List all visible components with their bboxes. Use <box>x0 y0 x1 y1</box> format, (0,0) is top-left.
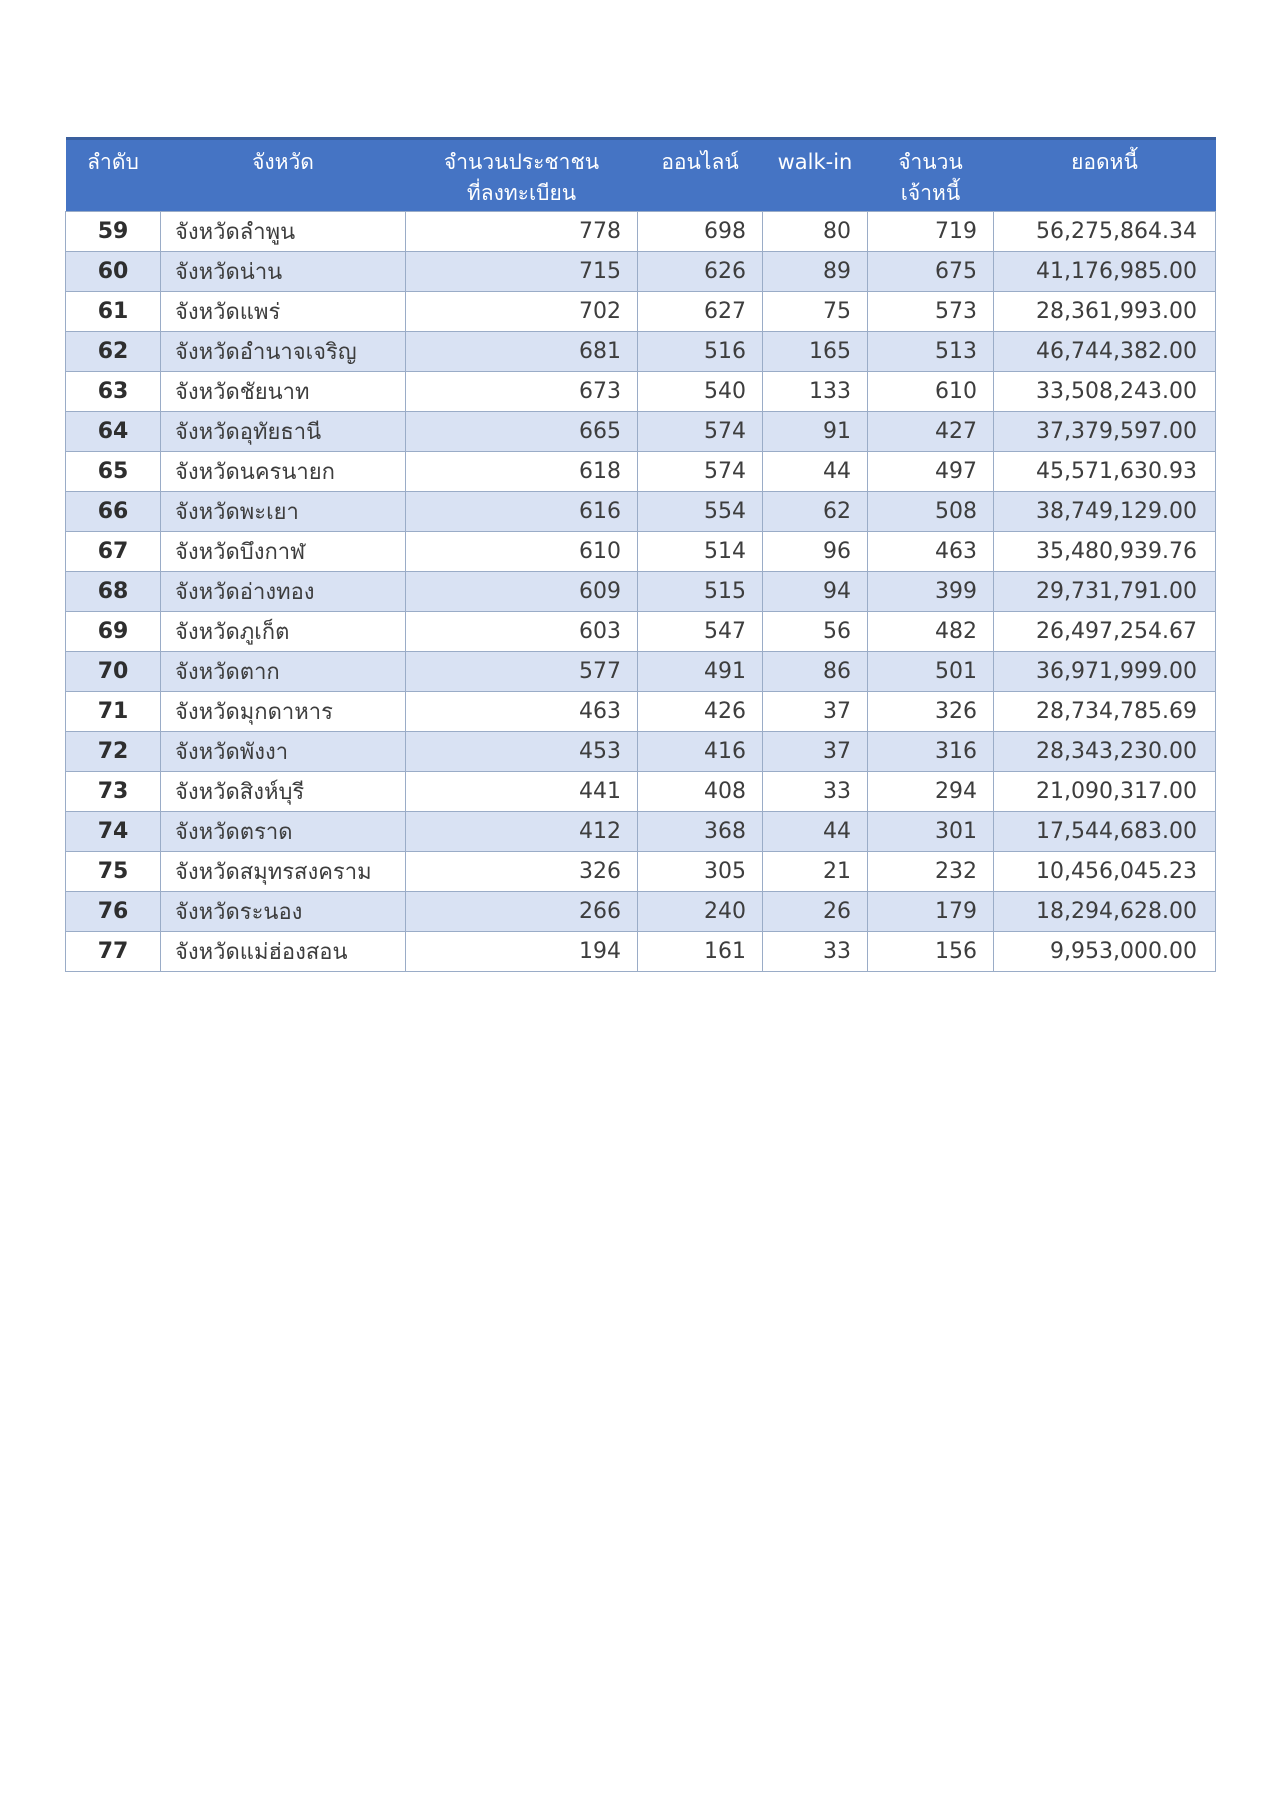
table-row <box>66 492 1216 532</box>
cell-order: 69 <box>66 612 161 652</box>
cell-debt: 28,343,230.00 <box>994 732 1216 772</box>
cell-online: 408 <box>638 772 763 812</box>
cell-order: 75 <box>66 852 161 892</box>
table-row <box>66 692 1216 732</box>
cell-creditors: 482 <box>868 612 994 652</box>
table-row <box>66 612 1216 652</box>
table-row <box>66 252 1216 292</box>
cell-debt: 21,090,317.00 <box>994 772 1216 812</box>
cell-order: 59 <box>66 212 161 252</box>
cell-province: จังหวัดตาก <box>161 652 406 692</box>
cell-creditors: 610 <box>868 372 994 412</box>
cell-registered: 673 <box>406 372 638 412</box>
cell-registered: 266 <box>406 892 638 932</box>
cell-creditors: 301 <box>868 812 994 852</box>
cell-walkin: 86 <box>763 652 868 692</box>
header-walkin-label: walk-in <box>777 150 853 174</box>
cell-debt: 41,176,985.00 <box>994 252 1216 292</box>
cell-creditors: 294 <box>868 772 994 812</box>
cell-registered: 412 <box>406 812 638 852</box>
cell-creditors: 501 <box>868 652 994 692</box>
cell-walkin: 133 <box>763 372 868 412</box>
cell-online: 626 <box>638 252 763 292</box>
cell-registered: 616 <box>406 492 638 532</box>
header-province <box>161 139 406 212</box>
table-row <box>66 852 1216 892</box>
cell-registered: 441 <box>406 772 638 812</box>
table-row <box>66 932 1216 972</box>
cell-order: 65 <box>66 452 161 492</box>
cell-walkin: 21 <box>763 852 868 892</box>
cell-debt: 29,731,791.00 <box>994 572 1216 612</box>
cell-order: 61 <box>66 292 161 332</box>
cell-walkin: 33 <box>763 772 868 812</box>
cell-registered: 618 <box>406 452 638 492</box>
cell-online: 491 <box>638 652 763 692</box>
cell-creditors: 497 <box>868 452 994 492</box>
cell-registered: 603 <box>406 612 638 652</box>
table-row <box>66 532 1216 572</box>
table-row <box>66 292 1216 332</box>
cell-debt: 26,497,254.67 <box>994 612 1216 652</box>
cell-debt: 37,379,597.00 <box>994 412 1216 452</box>
cell-province: จังหวัดพะเยา <box>161 492 406 532</box>
cell-order: 66 <box>66 492 161 532</box>
cell-walkin: 44 <box>763 452 868 492</box>
cell-province: จังหวัดลำพูน <box>161 212 406 252</box>
cell-province: จังหวัดสมุทรสงคราม <box>161 852 406 892</box>
cell-walkin: 165 <box>763 332 868 372</box>
cell-creditors: 179 <box>868 892 994 932</box>
cell-order: 70 <box>66 652 161 692</box>
cell-order: 62 <box>66 332 161 372</box>
cell-debt: 56,275,864.34 <box>994 212 1216 252</box>
cell-order: 71 <box>66 692 161 732</box>
cell-registered: 715 <box>406 252 638 292</box>
cell-walkin: 75 <box>763 292 868 332</box>
cell-creditors: 326 <box>868 692 994 732</box>
cell-creditors: 427 <box>868 412 994 452</box>
table-row <box>66 212 1216 252</box>
cell-debt: 10,456,045.23 <box>994 852 1216 892</box>
cell-registered: 702 <box>406 292 638 332</box>
cell-registered: 778 <box>406 212 638 252</box>
cell-order: 76 <box>66 892 161 932</box>
cell-walkin: 80 <box>763 212 868 252</box>
cell-walkin: 33 <box>763 932 868 972</box>
cell-walkin: 56 <box>763 612 868 652</box>
cell-online: 161 <box>638 932 763 972</box>
header-registered-label-line2: ที่ลงทะเบียน <box>466 181 577 205</box>
header-row <box>66 139 1216 212</box>
cell-registered: 665 <box>406 412 638 452</box>
header-province-label: จังหวัด <box>252 150 314 174</box>
cell-online: 554 <box>638 492 763 532</box>
cell-registered: 609 <box>406 572 638 612</box>
cell-registered: 194 <box>406 932 638 972</box>
cell-registered: 681 <box>406 332 638 372</box>
cell-debt: 46,744,382.00 <box>994 332 1216 372</box>
table-row <box>66 772 1216 812</box>
cell-registered: 326 <box>406 852 638 892</box>
cell-online: 698 <box>638 212 763 252</box>
header-walkin <box>763 139 868 212</box>
province-debt-table <box>65 137 1216 972</box>
cell-province: จังหวัดตราด <box>161 812 406 852</box>
cell-province: จังหวัดมุกดาหาร <box>161 692 406 732</box>
cell-order: 72 <box>66 732 161 772</box>
cell-creditors: 513 <box>868 332 994 372</box>
cell-debt: 38,749,129.00 <box>994 492 1216 532</box>
cell-province: จังหวัดระนอง <box>161 892 406 932</box>
cell-creditors: 508 <box>868 492 994 532</box>
cell-creditors: 675 <box>868 252 994 292</box>
cell-online: 368 <box>638 812 763 852</box>
cell-walkin: 37 <box>763 692 868 732</box>
cell-order: 60 <box>66 252 161 292</box>
cell-debt: 33,508,243.00 <box>994 372 1216 412</box>
cell-order: 77 <box>66 932 161 972</box>
cell-province: จังหวัดบึงกาฬ <box>161 532 406 572</box>
cell-online: 540 <box>638 372 763 412</box>
cell-online: 547 <box>638 612 763 652</box>
header-debt <box>994 139 1216 212</box>
cell-walkin: 26 <box>763 892 868 932</box>
cell-debt: 28,361,993.00 <box>994 292 1216 332</box>
cell-creditors: 399 <box>868 572 994 612</box>
cell-walkin: 94 <box>763 572 868 612</box>
cell-online: 426 <box>638 692 763 732</box>
cell-province: จังหวัดนครนายก <box>161 452 406 492</box>
cell-province: จังหวัดแพร่ <box>161 292 406 332</box>
header-registered-label-line1: จำนวนประชาชน <box>443 150 600 174</box>
cell-online: 305 <box>638 852 763 892</box>
cell-order: 67 <box>66 532 161 572</box>
cell-province: จังหวัดภูเก็ต <box>161 612 406 652</box>
header-online-label: ออนไลน์ <box>661 150 739 174</box>
cell-creditors: 156 <box>868 932 994 972</box>
cell-walkin: 91 <box>763 412 868 452</box>
header-creditors-label-line2: เจ้าหนี้ <box>900 181 961 205</box>
table-row <box>66 812 1216 852</box>
cell-creditors: 463 <box>868 532 994 572</box>
table-body <box>66 212 1216 972</box>
cell-debt: 9,953,000.00 <box>994 932 1216 972</box>
header-order <box>66 139 161 212</box>
cell-online: 516 <box>638 332 763 372</box>
header-creditors <box>868 139 994 212</box>
cell-registered: 610 <box>406 532 638 572</box>
cell-walkin: 89 <box>763 252 868 292</box>
cell-province: จังหวัดแม่ฮ่องสอน <box>161 932 406 972</box>
cell-debt: 36,971,999.00 <box>994 652 1216 692</box>
table-row <box>66 372 1216 412</box>
table-row <box>66 452 1216 492</box>
cell-creditors: 573 <box>868 292 994 332</box>
header-order-label: ลำดับ <box>87 150 139 174</box>
cell-registered: 453 <box>406 732 638 772</box>
cell-creditors: 316 <box>868 732 994 772</box>
cell-online: 515 <box>638 572 763 612</box>
cell-debt: 18,294,628.00 <box>994 892 1216 932</box>
cell-order: 74 <box>66 812 161 852</box>
cell-walkin: 96 <box>763 532 868 572</box>
table-header <box>66 139 1216 212</box>
cell-registered: 577 <box>406 652 638 692</box>
cell-order: 73 <box>66 772 161 812</box>
cell-debt: 35,480,939.76 <box>994 532 1216 572</box>
cell-province: จังหวัดสิงห์บุรี <box>161 772 406 812</box>
cell-online: 240 <box>638 892 763 932</box>
cell-creditors: 719 <box>868 212 994 252</box>
cell-registered: 463 <box>406 692 638 732</box>
cell-walkin: 44 <box>763 812 868 852</box>
cell-online: 574 <box>638 452 763 492</box>
cell-online: 574 <box>638 412 763 452</box>
cell-debt: 45,571,630.93 <box>994 452 1216 492</box>
header-debt-label: ยอดหนี้ <box>1071 150 1138 174</box>
table-row <box>66 732 1216 772</box>
cell-province: จังหวัดชัยนาท <box>161 372 406 412</box>
table-row <box>66 572 1216 612</box>
cell-province: จังหวัดน่าน <box>161 252 406 292</box>
table-row <box>66 412 1216 452</box>
cell-walkin: 37 <box>763 732 868 772</box>
cell-online: 416 <box>638 732 763 772</box>
table-row <box>66 892 1216 932</box>
cell-order: 64 <box>66 412 161 452</box>
table-row <box>66 332 1216 372</box>
cell-order: 68 <box>66 572 161 612</box>
cell-debt: 28,734,785.69 <box>994 692 1216 732</box>
cell-debt: 17,544,683.00 <box>994 812 1216 852</box>
cell-province: จังหวัดอำนาจเจริญ <box>161 332 406 372</box>
cell-order: 63 <box>66 372 161 412</box>
header-registered <box>406 139 638 212</box>
cell-online: 514 <box>638 532 763 572</box>
table-row <box>66 652 1216 692</box>
cell-walkin: 62 <box>763 492 868 532</box>
cell-province: จังหวัดพังงา <box>161 732 406 772</box>
cell-online: 627 <box>638 292 763 332</box>
cell-province: จังหวัดอุทัยธานี <box>161 412 406 452</box>
cell-creditors: 232 <box>868 852 994 892</box>
header-creditors-label-line1: จำนวน <box>898 150 963 174</box>
cell-province: จังหวัดอ่างทอง <box>161 572 406 612</box>
header-online <box>638 139 763 212</box>
